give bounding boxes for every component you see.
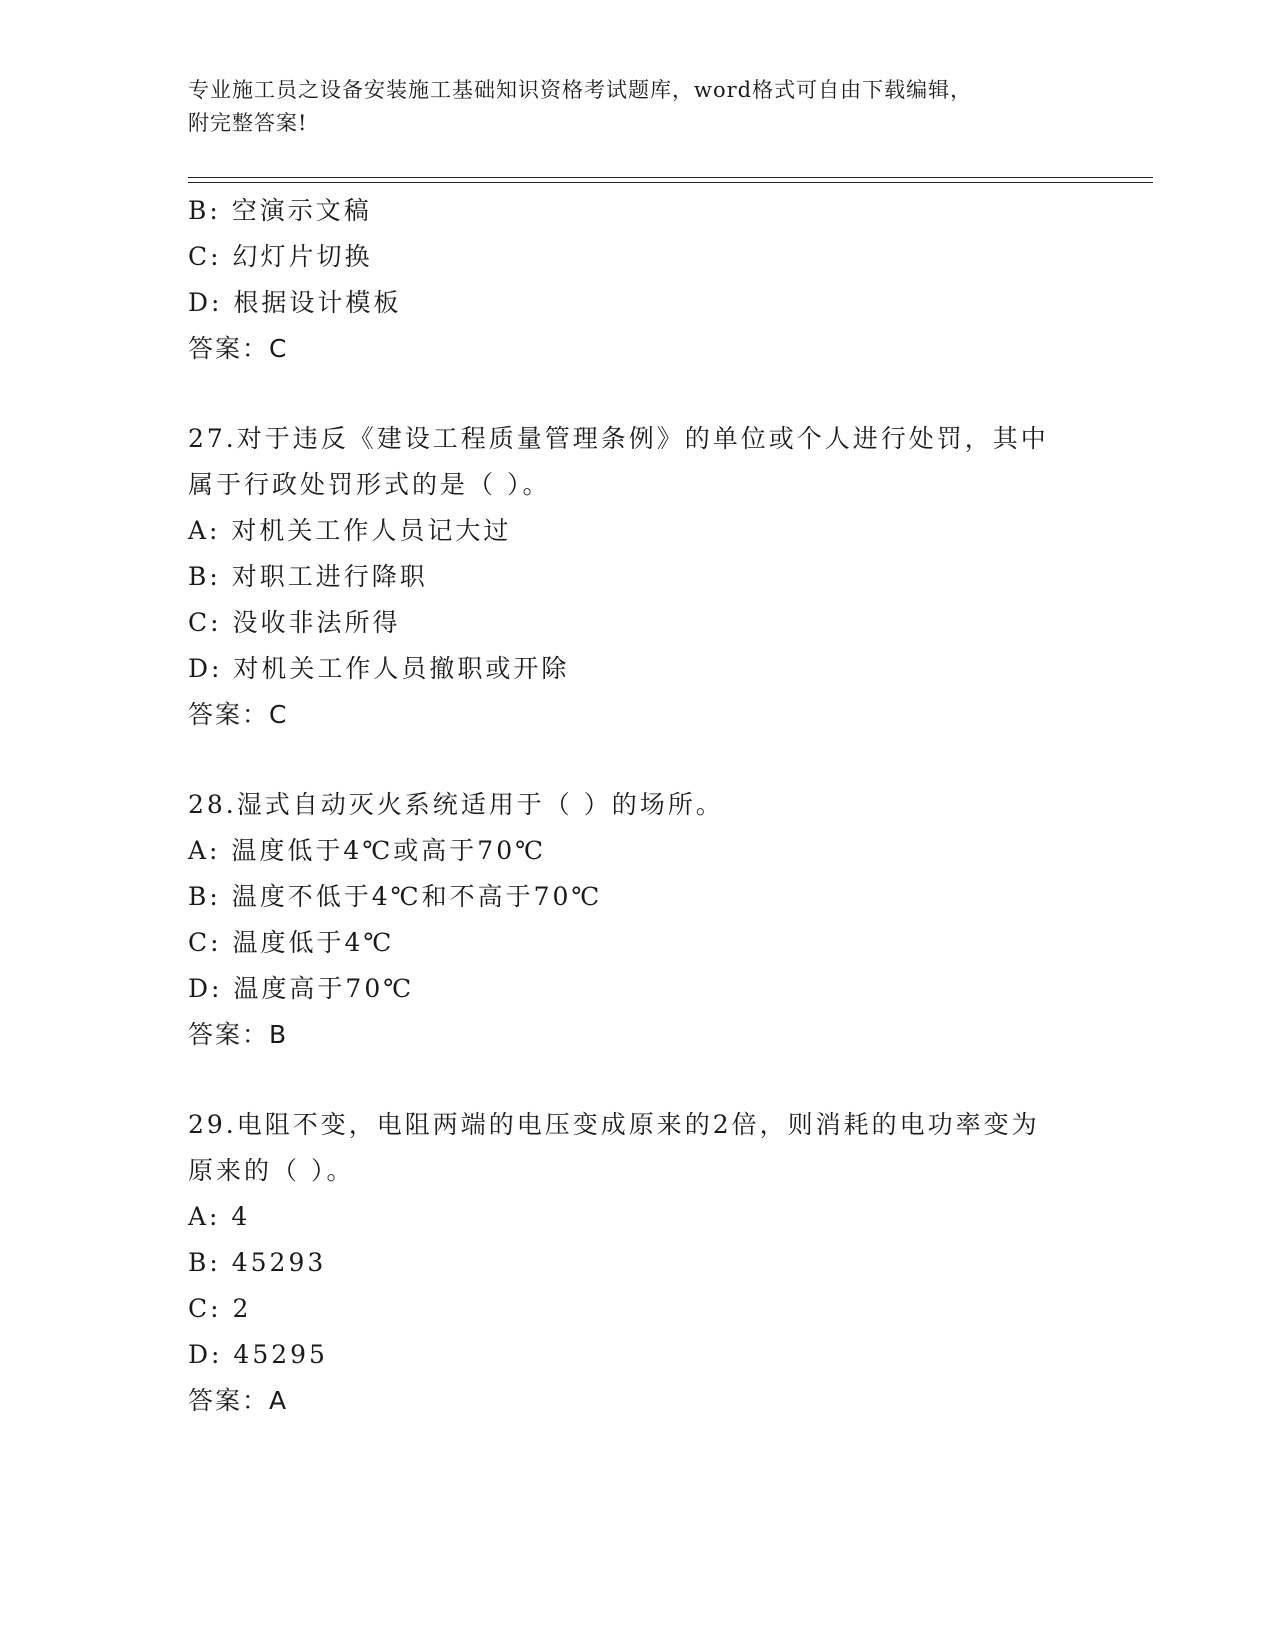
option-d: D: 温度高于70℃ [188, 974, 415, 1003]
option-c: C: 温度低于4℃ [188, 928, 395, 957]
option-d: D: 根据设计模板 [188, 288, 402, 317]
answer-line: 答案：C [188, 700, 289, 729]
option-c: C: 幻灯片切换 [188, 242, 373, 271]
header-line-1: 专业施工员之设备安装施工基础知识资格考试题库，word格式可自由下载编辑， [188, 78, 973, 102]
option-d: D: 对机关工作人员撤职或开除 [188, 654, 570, 683]
question-stem: 27.对于违反《建设工程质量管理条例》的单位或个人进行处罚，其中 [188, 424, 1049, 453]
answer-line: 答案：A [188, 1386, 289, 1415]
question-27 [188, 416, 1088, 738]
header-line-2: 附完整答案! [188, 111, 308, 135]
question-stem: 29.电阻不变，电阻两端的电压变成原来的2倍，则消耗的电功率变为 [188, 1110, 1040, 1139]
spacer [188, 738, 1088, 782]
answer-line: 答案：C [188, 334, 289, 363]
document-body [188, 188, 1088, 1424]
question-stem-continued: 属于行政处罚形式的是（ ）。 [188, 470, 551, 499]
option-c: C: 2 [188, 1294, 252, 1323]
prev-question-block [188, 188, 1088, 372]
page-header [188, 74, 1088, 140]
header-divider-bottom [188, 182, 1153, 183]
option-b: B: 空演示文稿 [188, 196, 372, 225]
option-a: A: 对机关工作人员记大过 [188, 516, 512, 545]
spacer [188, 1058, 1088, 1102]
option-b: B: 温度不低于4℃和不高于70℃ [188, 882, 603, 911]
option-c: C: 没收非法所得 [188, 608, 401, 637]
option-b: B: 45293 [188, 1248, 327, 1277]
question-stem: 28.湿式自动灭火系统适用于（ ）的场所。 [188, 790, 724, 819]
answer-line: 答案：B [188, 1020, 289, 1049]
option-a: A: 温度低于4℃或高于70℃ [188, 836, 547, 865]
header-divider-top [188, 177, 1153, 178]
option-b: B: 对职工进行降职 [188, 562, 428, 591]
option-d: D: 45295 [188, 1340, 328, 1369]
question-stem-continued: 原来的（ ）。 [188, 1156, 355, 1185]
option-a: A: 4 [188, 1202, 251, 1231]
spacer [188, 372, 1088, 416]
question-29 [188, 1102, 1088, 1424]
question-28 [188, 782, 1088, 1058]
